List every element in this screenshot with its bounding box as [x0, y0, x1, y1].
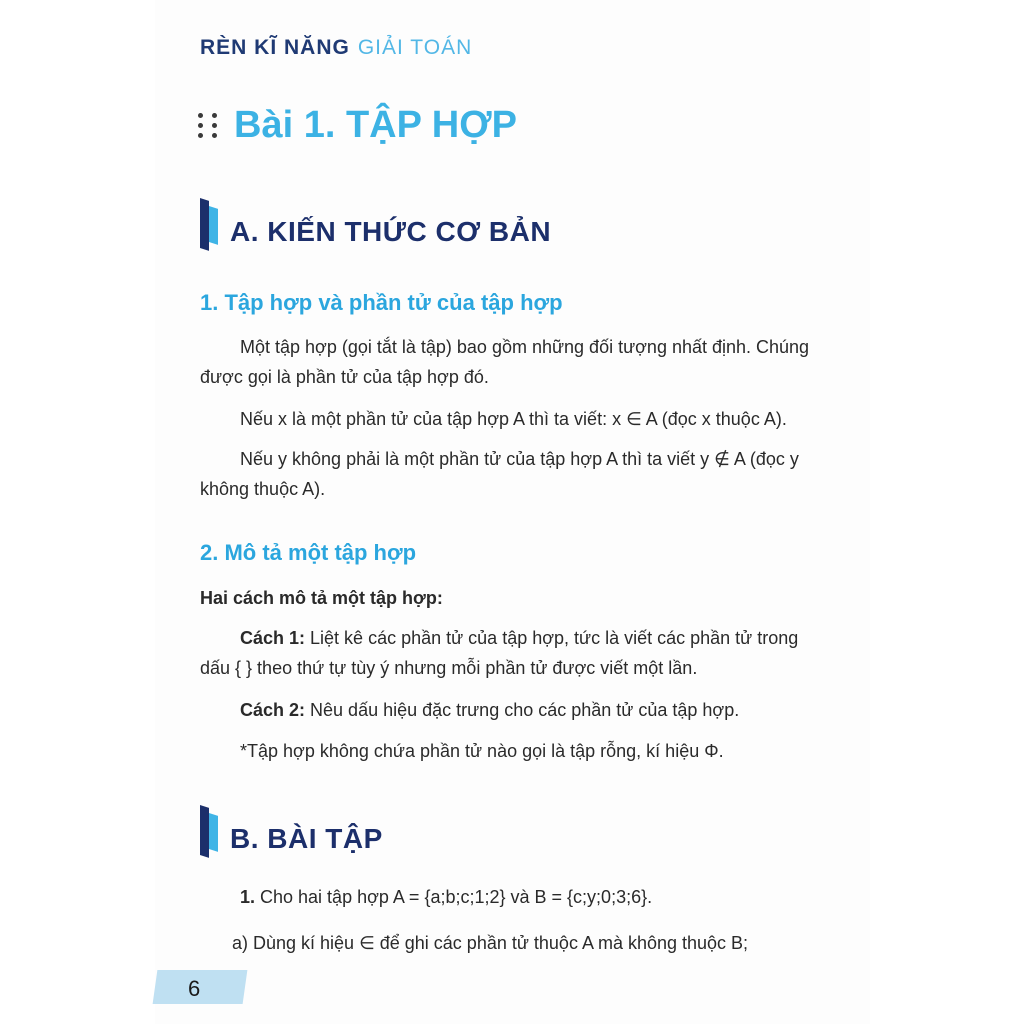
paragraph-cach-1	[200, 623, 810, 683]
subsection-2-title: 2. Mô tả một tập hợp	[200, 540, 417, 565]
paragraph-cach-2	[200, 695, 810, 725]
subsection-1-title: 1. Tập hợp và phần tử của tập hợp	[200, 290, 563, 315]
section-a-title: A. KIẾN THỨC CƠ BẢN	[230, 216, 552, 247]
cach-1-label: Cách 1:	[240, 628, 306, 648]
running-header	[200, 36, 472, 60]
section-marker-icon	[198, 805, 222, 855]
paragraph-element-of: Nếu x là một phần tử của tập hợp A thì ta viết: x ∈ A (đọc x thuộc A).	[240, 409, 787, 429]
paragraph-empty-set: *Tập hợp không chứa phần tử nào gọi là tập rỗng, kí hiệu Φ.	[240, 741, 724, 761]
lesson-title	[198, 100, 517, 150]
exercise-1-text: Cho hai tập hợp A = {a;b;c;1;2} và B = {c;y;0;3;6}.	[255, 887, 653, 907]
exercise-1-number: 1.	[240, 887, 256, 907]
section-marker-icon	[198, 198, 222, 248]
page-number: 6	[188, 976, 201, 1001]
cach-2-text: Nêu dấu hiệu đặc trưng cho các phần tử của tập hợp.	[305, 700, 740, 720]
cach-1-text: Liệt kê các phần tử của tập hợp, tức là viết các phần tử trong dấu { } theo thứ tự tùy ý nhưng mỗi phần tử được viết một lần.	[200, 628, 799, 678]
exercise-1	[200, 882, 810, 912]
exercise-1a: a) Dùng kí hiệu ∈ để ghi các phần tử thuộc A mà không thuộc B;	[232, 933, 749, 953]
section-a-heading	[198, 198, 551, 248]
paragraph-definition: Một tập hợp (gọi tắt là tập) bao gồm những đối tượng nhất định. Chúng được gọi là phần tử của tập hợp đó.	[200, 337, 810, 387]
series-title-light: GIẢI TOÁN	[357, 36, 473, 59]
paragraph-intro: Hai cách mô tả một tập hợp:	[200, 588, 443, 608]
cach-2-label: Cách 2:	[240, 700, 306, 720]
series-title-bold: RÈN KĨ NĂNG	[200, 36, 350, 59]
section-b-title: B. BÀI TẬP	[230, 823, 383, 854]
book-page	[155, 0, 870, 1024]
lesson-title-text: Bài 1. TẬP HỢP	[234, 103, 518, 146]
paragraph-not-element-of: Nếu y không phải là một phần tử của tập hợp A thì ta viết y ∉ A (đọc y không thuộc A).	[200, 449, 799, 499]
dots-icon	[198, 113, 220, 138]
section-b-heading	[198, 805, 383, 855]
